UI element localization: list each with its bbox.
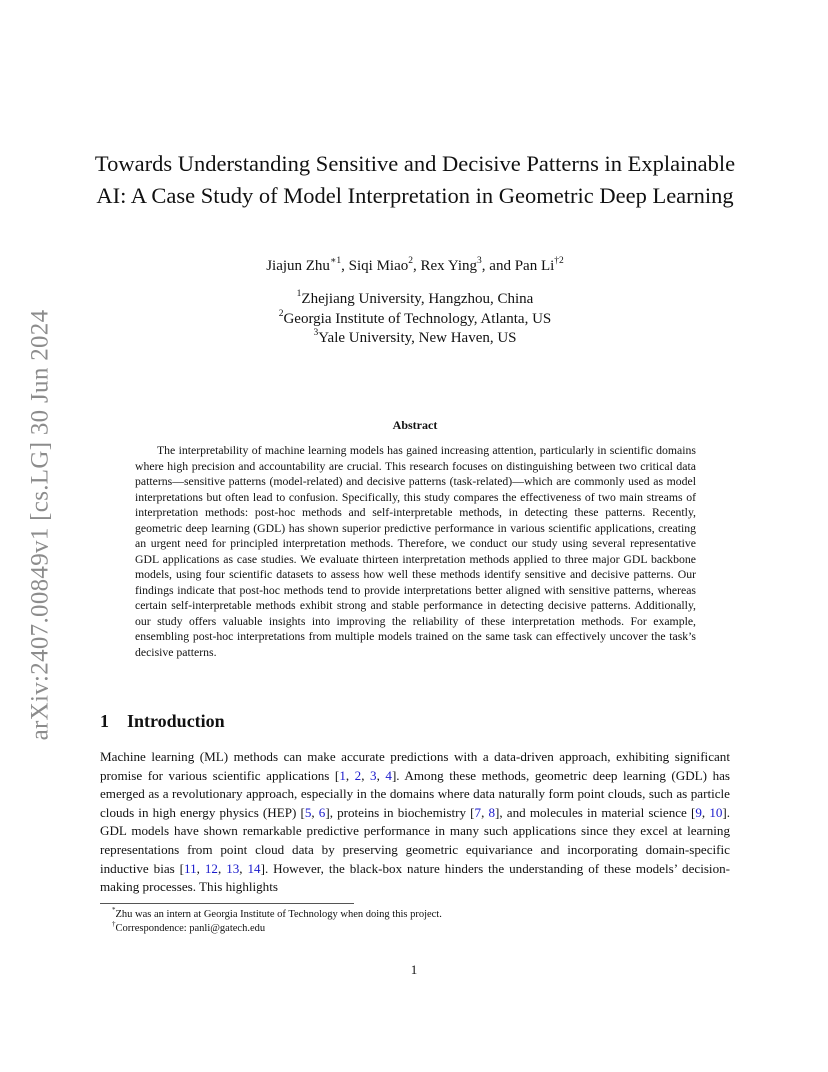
affiliation: $^3$Yale University, New Haven, US <box>313 328 517 346</box>
intro-text-segment: , <box>361 767 371 783</box>
intro-text-segment: , <box>311 804 319 820</box>
arxiv-identifier-stamp <box>20 290 60 760</box>
citation-link[interactable]: 11 <box>184 860 197 876</box>
intro-text-segment: ], and molecules in material science [ <box>495 804 696 820</box>
intro-text-segment: , <box>217 860 227 876</box>
section-heading <box>100 711 225 732</box>
citation-link[interactable]: 5 <box>304 804 312 820</box>
citation-link[interactable]: 7 <box>474 804 482 820</box>
citation-link[interactable]: 9 <box>695 804 702 820</box>
intro-text-segment: , <box>196 860 205 876</box>
citation-link[interactable]: 3 <box>370 767 377 783</box>
citation-link[interactable]: 2 <box>354 767 362 783</box>
citation-link[interactable]: 10 <box>709 804 723 820</box>
section-title: Introduction <box>127 711 225 731</box>
author: Rex Ying$^3$ <box>420 256 482 274</box>
author-list: Jiajun Zhu$^{∗1}$, Siqi Miao$^2$, Rex Ying$^3$, and Pan Li$^{\dagger 2}$ <box>266 256 564 274</box>
footnote: *Zhu was an intern at Georgia Institute of Technology when doing this project. <box>112 905 442 920</box>
page-number: 1 <box>410 962 418 977</box>
intro-text-segment: ]. Among these methods, geometric deep learning (GDL) has emerged as a revolutionary approach, especially in the domains where data naturally form point clouds, such as particle clouds in high energy physics (HEP) [ <box>100 767 731 820</box>
intro-text-segment: , <box>376 767 386 783</box>
citation-link[interactable]: 13 <box>226 860 240 876</box>
abstract-text: The interpretability of machine learning models has gained increasing attention, particularly in scientific domains where high precision and accountability are crucial. This research focuses on distinguishing between two critical data patterns—sensitive patterns (model-related) and decisive patterns (task-related)—which are commonly used as model interpretations but often lead to confusion. Specifically, this study compares the effectiveness of two main streams of interpretation methods: post-hoc methods and self-interpretable methods, in detecting these patterns. Recently, geometric deep learning (GDL) has shown superior predictive performance in various scientific applications, creating an urgent need for principled interpretation methods. Therefore, we conduct our study using several representative GDL applications as case studies. We evaluate thirteen interpretation methods applied to three major GDL backbone models, using four scientific datasets to assess how well these methods identify sensitive and decisive patterns. Our findings indicate that post-hoc methods tend to provide interpretations better aligned with sensitive patterns, whereas certain self-interpretable methods exhibit strong and stable performance in detecting decisive patterns. Additionally, our study offers valuable insights into improving the reliability of these interpretation methods. For example, ensembling post-hoc interpretations from multiple models trained on the same task can effectively uncover the task’s decisive patterns. <box>135 444 696 659</box>
abstract-heading: Abstract <box>392 418 438 432</box>
affiliation: $^2$Georgia Institute of Technology, Atlanta, US <box>278 308 552 327</box>
citation-link[interactable]: 8 <box>488 804 496 820</box>
citation-link[interactable]: 6 <box>318 804 326 820</box>
intro-text-segment: ]. However, the black-box nature hinders the understanding of these models’ decision-making processes. This highlights <box>100 860 731 895</box>
affiliation: $^1$Zhejiang University, Hangzhou, China <box>296 289 534 307</box>
footnote-divider <box>100 903 354 904</box>
introduction-paragraph <box>100 748 730 897</box>
intro-text-segment: , <box>239 860 248 876</box>
intro-text-segment: , <box>345 767 355 783</box>
section-number: 1 <box>100 711 109 731</box>
intro-text-segment: , <box>481 804 489 820</box>
footnote: †Correspondence: panli@gatech.edu <box>112 919 266 934</box>
author: Siqi Miao$^2$ <box>348 256 413 274</box>
footnotes <box>112 905 442 936</box>
paper-title: Towards Understanding Sensitive and Decisive Patterns in Explainable AI: A Case Study of Model Interpretation in Geometric Deep Learning <box>94 151 736 208</box>
intro-text-segment: , <box>701 804 710 820</box>
arxiv-stamp-text: arXiv:2407.00849v1 [cs.LG] 30 Jun 2024 <box>26 309 54 741</box>
author: Jiajun Zhu$^{∗1}$ <box>266 256 342 274</box>
affiliation-list <box>80 290 750 349</box>
intro-text-segment: Machine learning (ML) methods can make accurate predictions with a data-driven approach, exhibiting significant promise for various scientific applications [ <box>100 749 730 783</box>
citation-link[interactable]: 1 <box>339 767 346 783</box>
intro-text-segment: ], proteins in biochemistry [ <box>325 804 475 820</box>
intro-text-segment: ]. GDL models have shown remarkable predictive performance in many such applications since they excel at learning representations from point cloud data by preserving geometric equivariance and incorporating domain-specific inductive bias [ <box>100 804 731 876</box>
citation-link[interactable]: 4 <box>385 767 392 783</box>
author: Pan Li$^{\dagger 2}$ <box>514 256 564 274</box>
citation-link[interactable]: 12 <box>204 860 218 876</box>
citation-link[interactable]: 14 <box>247 860 261 876</box>
